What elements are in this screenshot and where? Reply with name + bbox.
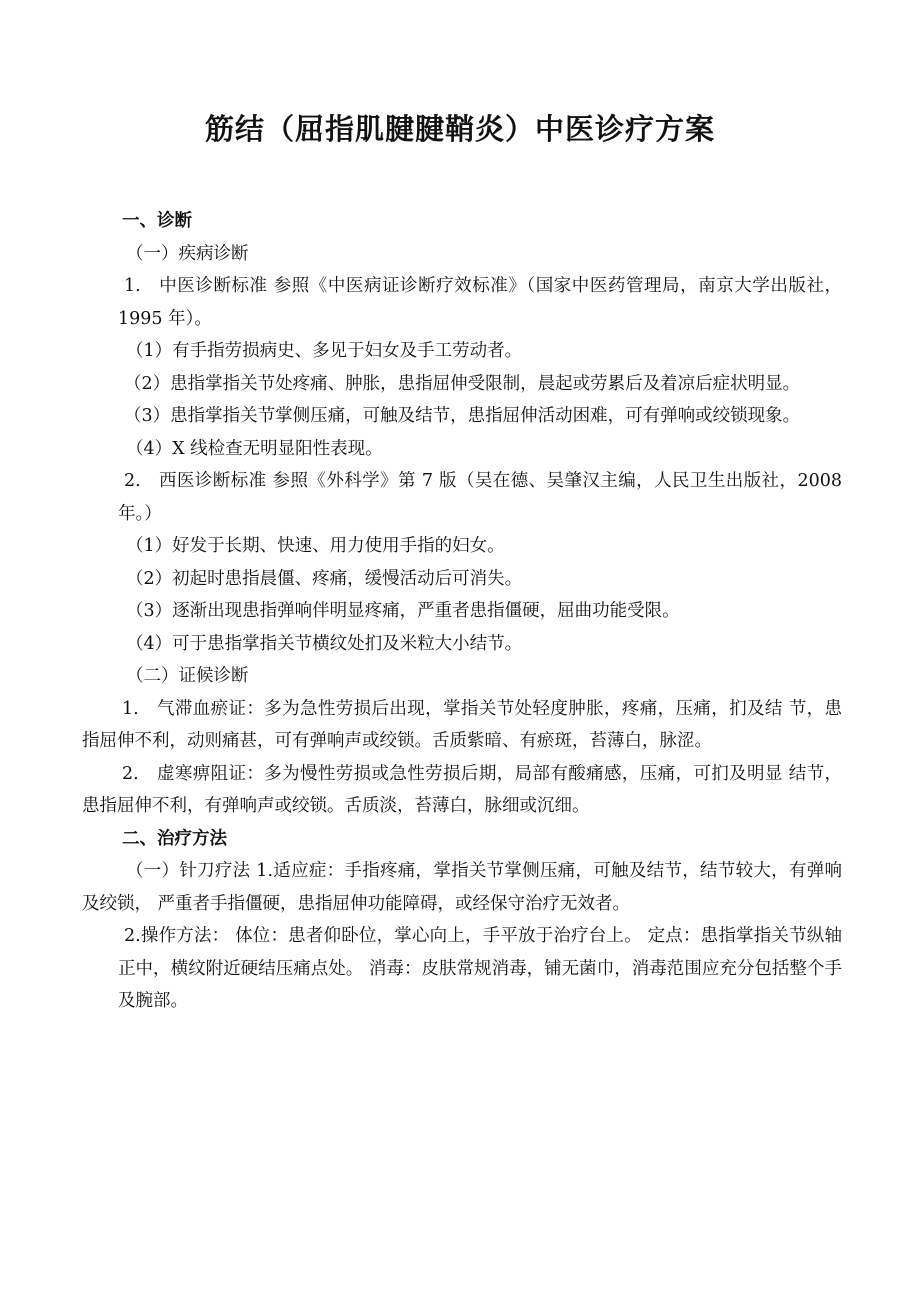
section-heading-diagnosis: 一、诊断 bbox=[122, 211, 192, 231]
acupotomy-procedure: 2.操作方法： 体位：患者仰卧位，掌心向上，手平放于治疗台上。 定点：患指掌指关节纵轴正中，横纹附近硬结压痛点处。 消毒：皮肤常规消毒，铺无菌巾，消毒范围应充分包括整个手及腕部。 bbox=[118, 926, 842, 1011]
document-title: 筋结（屈指肌腱腱鞘炎）中医诊疗方案 bbox=[204, 112, 715, 146]
western-diagnosis-standard: 2. 西医诊断标准 参照《外科学》第 7 版（吴在德、吴肇汉主编，人民卫生出版社，2008 年。） bbox=[118, 471, 842, 524]
western-criterion-2: （2）初起时患指晨僵、疼痛，缓慢活动后可消失。 bbox=[126, 568, 523, 589]
western-criterion-1: （1）好发于长期、快速、用力使用手指的妇女。 bbox=[126, 536, 505, 556]
section-heading-treatment: 二、治疗方法 bbox=[122, 828, 227, 849]
acupotomy-indications: （一）针刀疗法 1.适应症：手指疼痛，掌指关节掌侧压痛，可触及结节，结节较大，有弹响及绞锁， 严重者手指僵硬，患指屈伸功能障碍，或经保守治疗无效者。 bbox=[82, 861, 842, 914]
subsection-syndrome-diagnosis: （二）证候诊断 bbox=[126, 666, 249, 686]
tcm-criterion-4: （4）X 线检查无明显阳性表现。 bbox=[126, 438, 383, 459]
tcm-criterion-2: （2）患指掌指关节处疼痛、肿胀，患指屈伸受限制，晨起或劳累后及着凉后症状明显。 bbox=[124, 373, 801, 394]
western-criterion-4: （4）可于患指掌指关节横纹处扪及米粒大小结节。 bbox=[126, 633, 523, 654]
syndrome-deficiency-cold: 2. 虚寒痹阻证：多为慢性劳损或急性劳损后期，局部有酸痛感，压痛，可扪及明显 结节，患指屈伸不利，有弹响声或绞锁。舌质淡，苔薄白，脉细或沉细。 bbox=[82, 763, 842, 816]
tcm-criterion-1: （1）有手指劳损病史、多见于妇女及手工劳动者。 bbox=[126, 341, 523, 361]
subsection-disease-diagnosis: （一）疾病诊断 bbox=[126, 243, 249, 264]
tcm-diagnosis-standard: 1. 中医诊断标准 参照《中医病证诊断疗效标准》（国家中医药管理局，南京大学出版社，1995 年）。 bbox=[118, 276, 842, 329]
syndrome-qi-stagnation: 1. 气滞血瘀证：多为急性劳损后出现，掌指关节处轻度肿胀，疼痛，压痛，扪及结 节，患指屈伸不利，动则痛甚，可有弹响声或绞锁。舌质紫暗、有瘀斑，苔薄白，脉涩。 bbox=[82, 698, 842, 751]
document-body bbox=[82, 205, 842, 1018]
western-criterion-3: （3）逐渐出现患指弹响伴明显疼痛，严重者患指僵硬，屈曲功能受限。 bbox=[126, 601, 680, 621]
tcm-criterion-3: （3）患指掌指关节掌侧压痛，可触及结节，患指屈伸活动困难，可有弹响或绞锁现象。 bbox=[124, 406, 801, 426]
